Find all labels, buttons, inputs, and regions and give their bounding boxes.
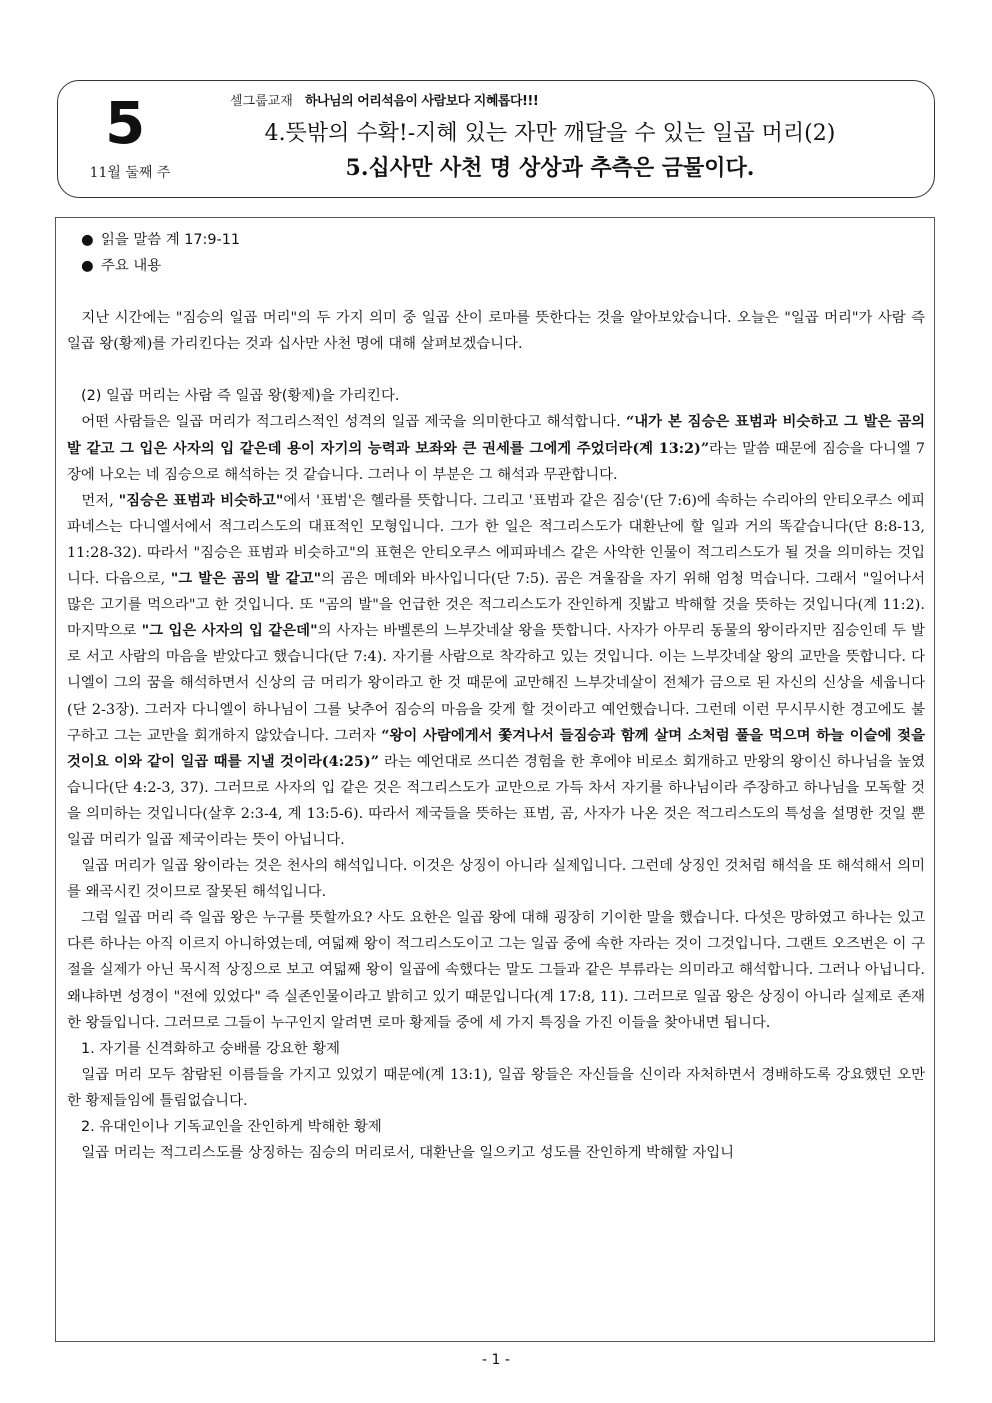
lesson-title-line-1: 4.뜻밖의 수확!-지혜 있는 자만 깨달을 수 있는 일곱 머리(2) bbox=[264, 121, 836, 146]
page-number: - 1 - bbox=[482, 1352, 510, 1368]
series-label: 셀그룹교재 bbox=[230, 94, 293, 109]
lesson-number: 5 bbox=[105, 89, 146, 157]
p2-quote-leopard: "짐승은 표범과 비슷하고" bbox=[118, 491, 284, 509]
lesson-content bbox=[67, 227, 925, 1166]
main-content-bullet bbox=[67, 253, 925, 279]
paragraph-1 bbox=[67, 409, 925, 487]
series-title: 하나님의 어리석음이 사람보다 지혜롭다!!! bbox=[304, 94, 539, 109]
item-1-heading: 1. 자기를 신격화하고 숭배를 강요한 황제 bbox=[81, 1040, 341, 1057]
paragraph-2 bbox=[67, 488, 925, 853]
paragraph-3: 일곱 머리가 일곱 왕이라는 것은 천사의 해석입니다. 이것은 상징이 아니라 실제입니다. 그런데 상징인 것처럼 해석을 또 해석해서 의미를 왜곡시킨 것이므로 잘못된 해석입니다. bbox=[67, 858, 925, 901]
item-1-text: 일곱 머리 모두 참람된 이름들을 가지고 있었기 때문에(계 13:1), 일곱 왕들은 자신들을 신이라 자처하면서 경배하도록 강요했던 오만한 황제들임에 틀림없습니다. bbox=[67, 1066, 925, 1109]
p2-text-a: 먼저, bbox=[81, 492, 119, 509]
p2-text-c: 에서 '표범'은 헬라를 뜻합니다. 그리고 '표범과 같은 짐승'(단 7:6)에 속하는 수리아의 안티오쿠스 에피파네스는 다니엘서에서 적그리스도의 대표적인 모형입니다. 그가 한 일은 적그리스도가 대환난에 할 일과 거의 똑같습니다(단 8:8-13, 11:28-32). 따라서 "짐승은 표범과 비슷하고"의 표현은 안티오쿠스 에피파네스 같은 사악한 인물이 적그리스도가 될 것을 의미하는 것입니다. 다음으로, bbox=[67, 492, 925, 588]
p2-text-g: 의 사자는 바벨론의 느부갓네살 왕을 뜻합니다. 사자가 아무리 동물의 왕이라지만 짐승인데 두 발로 서고 사람의 마음을 받았다고 했습니다(단 7:4). 자기를 사람으로 착각하고 있는 것입니다. 이는 느부갓네살 왕의 교만을 뜻합니다. 다니엘이 그의 꿈을 해석하면서 신상의 금 머리가 왕이라고 한 것 때문에 교만해진 느부갓네살이 전체가 금으로 된 자신의 신상을 세웁니다(단 2-3장). 그러자 다니엘이 하나님이 그를 낮추어 짐승의 마음을 갖게 할 것이라고 예언했습니다. 그런데 이런 무시무시한 경고에도 불구하고 그는 교만을 회개하지 않았습니다. 그러자 bbox=[67, 623, 925, 744]
item-2-heading: 2. 유대인이나 기독교인을 잔인하게 박해한 황제 bbox=[81, 1119, 382, 1135]
p1-quote: “내가 본 짐승은 표범과 비슷하고 그 발은 곰의 발 같고 그 입은 사자의 입 같은데 용이 자기의 능력과 보좌와 큰 권세를 그에게 주었더라(계 13:2)” bbox=[67, 413, 925, 457]
item-2-text: 일곱 머리는 적그리스도를 상징하는 짐승의 머리로서, 대환난을 일으키고 성도를 잔인하게 박해할 자입니 bbox=[81, 1145, 735, 1162]
p2-quote-lion: "그 입은 사자의 입 같은데" bbox=[141, 622, 318, 640]
main-content-text: 주요 내용 bbox=[101, 258, 162, 275]
section-heading: (2) 일곱 머리는 사람 즉 일곱 왕(황제)을 가리킨다. bbox=[81, 388, 400, 405]
intro-paragraph: 지난 시간에는 "짐승의 일곱 머리"의 두 가지 의미 중 일곱 산이 로마를 뜻한다는 것을 알아보았습니다. 오늘은 "일곱 머리"가 사람 즉 일곱 왕(황제)를 가리킨다는 것과 십사만 사천 명에 대해 살펴보겠습니다. bbox=[67, 310, 925, 353]
series-line bbox=[230, 90, 538, 109]
p2-quote-king: “왕이 사람에게서 쫓겨나서 들짐승과 함께 살며 소처럼 풀을 먹으며 하늘 이슬에 젖을 것이요 이와 같이 일곱 때를 지낼 것이라(4:25)” bbox=[67, 726, 925, 770]
p2-quote-bear: "그 발은 곰의 발 같고" bbox=[170, 570, 322, 588]
p1-text-a: 어떤 사람들은 일곱 머리가 적그리스적인 성격의 일곱 제국을 의미한다고 해석합니다. bbox=[81, 414, 626, 431]
reading-text: 읽을 말씀 계 17:9-11 bbox=[101, 232, 241, 248]
p2-text-i: 라는 예언대로 쓰디쓴 경험을 한 후에야 비로소 회개하고 만왕의 왕이신 하나님을 높였습니다(단 4:2-3, 37). 그러므로 사자의 입 같은 것은 적그리스도가 교만으로 가득 차서 자기를 하나님이라 주장하고 하나님을 모독할 것을 의미하는 것입니다(살후 2:3-4, 계 13:5-6). 따라서 제국들을 뜻하는 표범, 곰, 사자가 나온 것은 적그리스도의 특성을 설명한 것일 뿐 일곱 머리가 일곱 제국이라는 뜻이 아닙니다. bbox=[67, 753, 925, 848]
paragraph-4: 그럼 일곱 머리 즉 일곱 왕은 누구를 뜻할까요? 사도 요한은 일곱 왕에 대해 굉장히 기이한 말을 했습니다. 다섯은 망하였고 하나는 있고 다른 하나는 아직 이르지 아니하였는데, 여덟째 왕이 적그리스도이고 그는 일곱 중에 속한 자라는 것이 그것입니다. 그랜트 오즈번은 이 구절을 실제가 아닌 묵시적 상징으로 보고 여덟째 왕이 일곱에 속했다는 말도 그들과 같은 부류라는 의미라고 해석합니다. 그러나 아닙니다. 왜냐하면 성경이 "전에 있었다" 즉 실존인물이라고 밝히고 있기 때문입니다(계 17:8, 11). 그러므로 일곱 왕은 상징이 아니라 실제로 존재한 왕들입니다. 그러므로 그들이 누구인지 알려면 로마 황제들 중에 세 가지 특징을 가진 이들을 찾아내면 됩니다. bbox=[67, 910, 925, 1031]
lesson-title-line-2: 5.십사만 사천 명 상상과 추측은 금물이다. bbox=[345, 155, 755, 181]
reading-bullet bbox=[67, 227, 925, 253]
p1-text-c: 라는 말씀 때문에 짐승을 다니엘 7장에 나오는 네 짐승으로 해석하는 것 같습니다. 그러나 이 부분은 그 해석과 무관합니다. bbox=[67, 440, 926, 483]
week-label: 11월 둘째 주 bbox=[89, 165, 171, 181]
bullet-icon: ● bbox=[81, 232, 94, 248]
p2-text-e: 의 곰은 메데와 바사입니다(단 7:5). 곰은 겨울잠을 자기 위해 엄청 먹습니다. 그래서 "일어나서 많은 고기를 먹으라"고 한 것입니다. 또 "곰의 발"을 언급한 것은 적그리스도가 잔인하게 짓밟고 박해할 것을 뜻하는 것입니다(계 11:2). 마지막으로 bbox=[67, 571, 925, 640]
bullet-icon: ● bbox=[81, 258, 94, 275]
